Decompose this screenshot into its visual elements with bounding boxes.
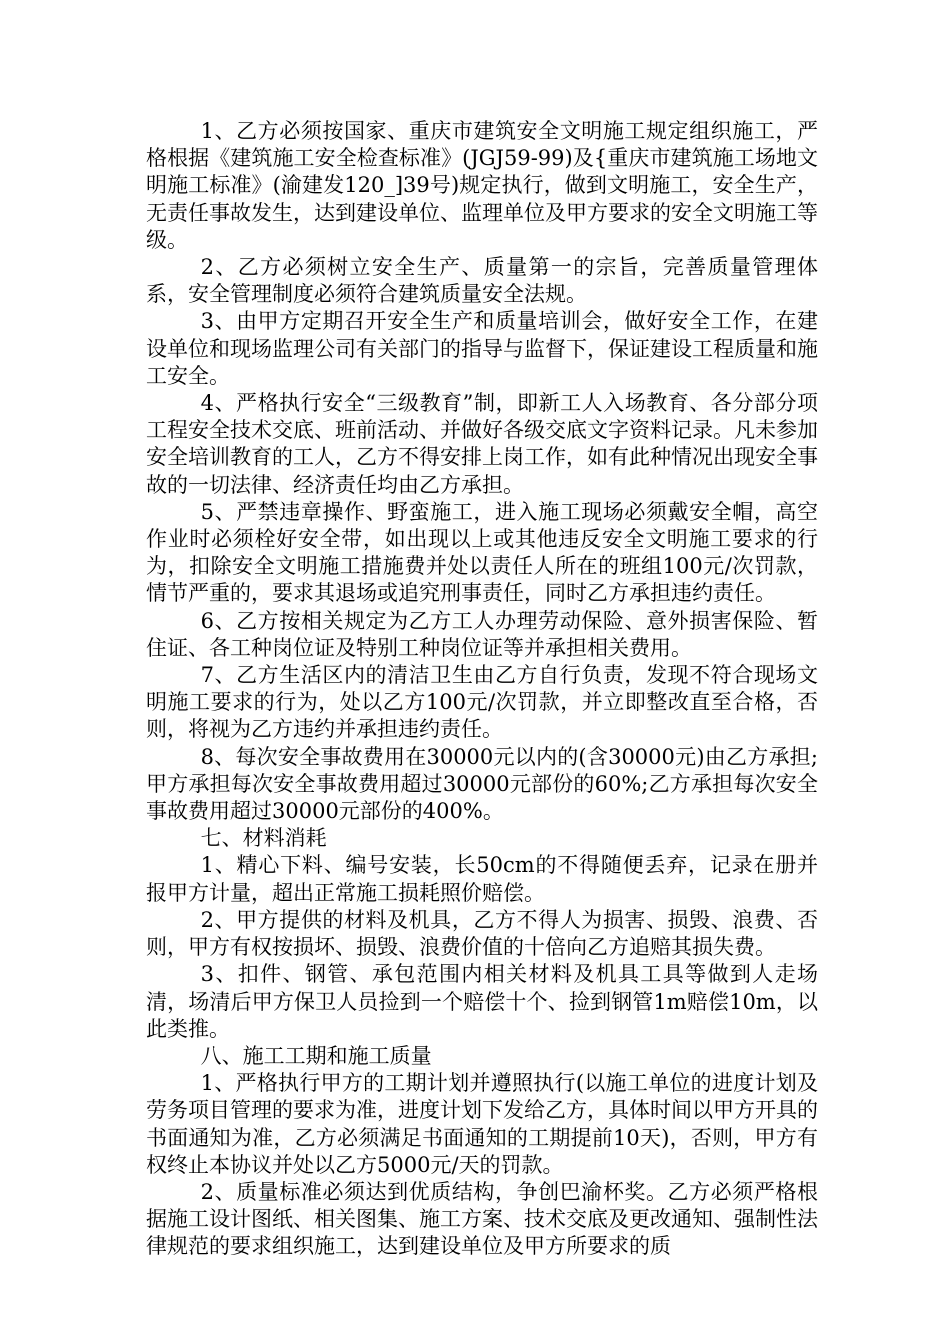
paragraph-safety-2: 2、乙方必须树立安全生产、质量第一的宗旨，完善质量管理体系，安全管理制度必须符合建筑质量安全法规。	[146, 255, 818, 307]
paragraph-quality-2: 2、质量标准必须达到优质结构，争创巴渝杯奖。乙方必须严格根据施工设计图纸、相关图集、施工方案、技术交底及更改通知、强制性法律规范的要求组织施工，达到建设单位及甲方所要求的质	[146, 1179, 818, 1259]
document-body	[146, 118, 818, 1261]
section-heading-materials: 七、材料消耗	[200, 826, 327, 851]
paragraph-safety-1: 1、乙方必须按国家、重庆市建筑安全文明施工规定组织施工，严格根据《建筑施工安全检查标准》(JGJ59-99)及{重庆市建筑施工场地文明施工标准》(渝建发120_]39号)规定执行，做到文明施工，安全生产，无责任事故发生，达到建设单位、监理单位及甲方要求的安全文明施工等级。	[146, 119, 818, 252]
paragraph-safety-4: 4、严格执行安全“三级教育”制，即新工人入场教育、各分部分项工程安全技术交底、班前活动、并做好各级交底文字资料记录。凡未参加安全培训教育的工人，乙方不得安排上岗工作，如有此种情况出现安全事故的一切法律、经济责任均由乙方承担。	[146, 391, 818, 497]
paragraph-safety-8: 8、每次安全事故费用在30000元以内的(含30000元)由乙方承担;甲方承担每次安全事故费用超过30000元部份的60%;乙方承担每次安全事故费用超过30000元部份的400%。	[146, 744, 818, 824]
section-heading-schedule-quality: 八、施工工期和施工质量	[200, 1043, 432, 1068]
paragraph-materials-1: 1、精心下料、编号安装，长50cm的不得随便丢弃，记录在册并报甲方计量，超出正常施工损耗照价赔偿。	[146, 853, 818, 905]
paragraph-schedule-1: 1、严格执行甲方的工期计划并遵照执行(以施工单位的进度计划及劳务项目管理的要求为准，进度计划下发给乙方，具体时间以甲方开具的书面通知为准，乙方必须满足书面通知的工期提前10天)，否则，甲方有权终止本协议并处以乙方5000元/天的罚款。	[146, 1071, 818, 1177]
paragraph-safety-7: 7、乙方生活区内的清洁卫生由乙方自行负责，发现不符合现场文明施工要求的行为，处以乙方100元/次罚款，并立即整改直至合格，否则，将视为乙方违约并承担违约责任。	[146, 663, 818, 742]
paragraph-safety-3: 3、由甲方定期召开安全生产和质量培训会，做好安全工作，在建设单位和现场监理公司有关部门的指导与监督下，保证建设工程质量和施工安全。	[146, 309, 818, 388]
paragraph-safety-5: 5、严禁违章操作、野蛮施工，进入施工现场必须戴安全帽，高空作业时必须栓好安全带，如出现以上或其他违反安全文明施工要求的行为，扣除安全文明施工措施费并处以责任人所在的班组100元/次罚款，情节严重的，要求其退场或追究刑事责任，同时乙方承担违约责任。	[146, 499, 818, 606]
paragraph-materials-2: 2、甲方提供的材料及机具，乙方不得人为损害、损毁、浪费、否则，甲方有权按损坏、损毁、浪费价值的十倍向乙方追赔其损失费。	[146, 907, 818, 960]
paragraph-materials-3: 3、扣件、钢管、承包范围内相关材料及机具工具等做到人走场清，场清后甲方保卫人员捡到一个赔偿十个、捡到钢管1m赔偿10m，以此类推。	[146, 962, 818, 1041]
paragraph-safety-6: 6、乙方按相关规定为乙方工人办理劳动保险、意外损害保险、暂住证、各工种岗位证及特别工种岗位证等并承担相关费用。	[146, 608, 818, 660]
